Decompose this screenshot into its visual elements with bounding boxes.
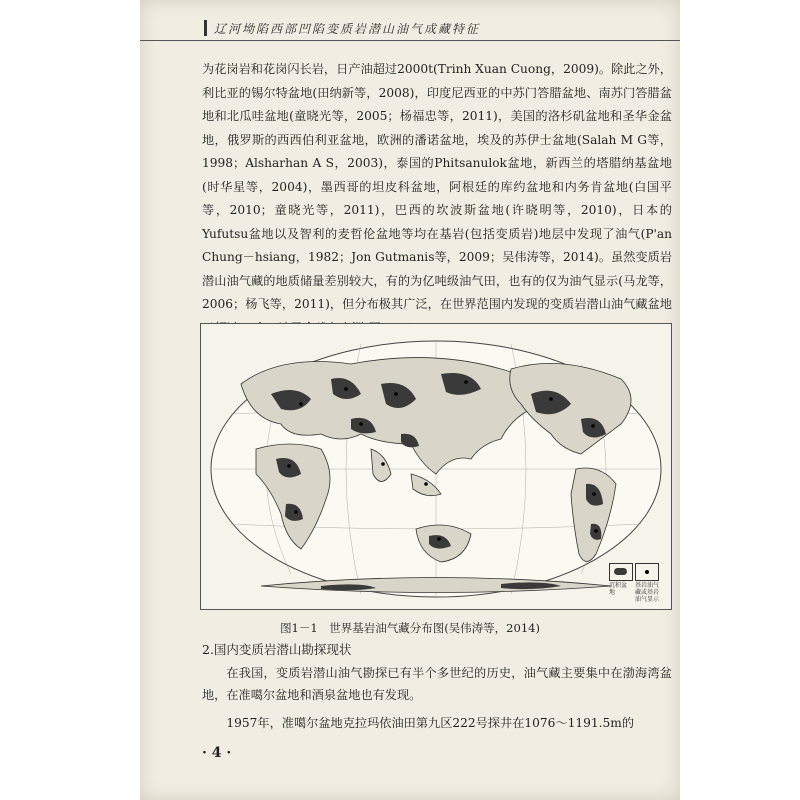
legend-basin-swatch xyxy=(609,563,633,581)
junggar-paragraph: 1957年，准噶尔盆地克拉玛依油田第九区222号探井在1076～1191.5m的 xyxy=(226,716,635,730)
figure-caption: 图1－1 世界基岩油气藏分布图(吴伟涛等，2014) xyxy=(280,621,540,635)
legend-field-label: 基岩油气藏或基岩油气显示 xyxy=(635,582,660,603)
book-page xyxy=(140,0,680,800)
header-bar xyxy=(204,20,207,36)
section-heading: 2.国内变质岩潜山勘探现状 xyxy=(202,642,352,657)
domestic-paragraph: 在我国，变质岩潜山油气勘探已有半个多世纪的历史，油气藏主要集中在渤海湾盆地，在准噶尔盆地和酒泉盆地也有发现。 xyxy=(202,666,672,702)
legend-basin-label: 沉积盆地 xyxy=(609,582,628,596)
header-title: 辽河坳陷西部凹陷变质岩潜山油气成藏特征 xyxy=(214,22,481,36)
page-number: · 4 · xyxy=(202,745,232,761)
map-legend xyxy=(609,563,661,603)
world-map-figure xyxy=(200,323,672,610)
lower-paragraphs xyxy=(202,662,672,734)
paragraph-text: 为花岗岩和花岗闪长岩，日产油超过2000t(Trinh Xuan Cuong，2009)。除此之外，利比亚的锡尔特盆地(田纳新等，2008)，印度尼西亚的中苏门答腊盆地、南苏门答腊盆地和北瓜哇盆地(童晓光等，2005；杨福忠等，2011)，美国的洛杉矶盆地和圣华金盆地，俄罗斯的西西伯利亚盆地，欧洲的潘诺盆地，埃及的苏伊士盆地(Salah M G等，1998；Alsharhan A S，2003)，泰国的Phitsanulok盆地，新西兰的塔腊纳基盆地(时华星等，2004)，墨西哥的坦皮科盆地，阿根廷的库约盆地和内务肯盆地(白国平等，2010；童晓光等，2011)，巴西的坎波斯盆地(许晓明等，2010)，日本的Yufutsu盆地以及智利的麦哲伦盆地等均在基岩(包括变质岩)地层中发现了油气(P'an Chung－hsiang，1982；Jon Gutmanis等，2009；吴伟涛等，2014)。虽然变质岩潜山油气藏的地质储量差别较大，有的为亿吨级油气田，也有的仅为油气显示(马龙等，2006；杨飞等，2011)，但分布极其广泛，在世界范围内发现的变质岩潜山油气藏盆地 xyxy=(202,62,672,311)
world-map-graphic xyxy=(201,324,671,609)
legend-field-swatch xyxy=(635,563,659,581)
running-header xyxy=(140,18,680,41)
main-paragraph xyxy=(202,58,672,340)
